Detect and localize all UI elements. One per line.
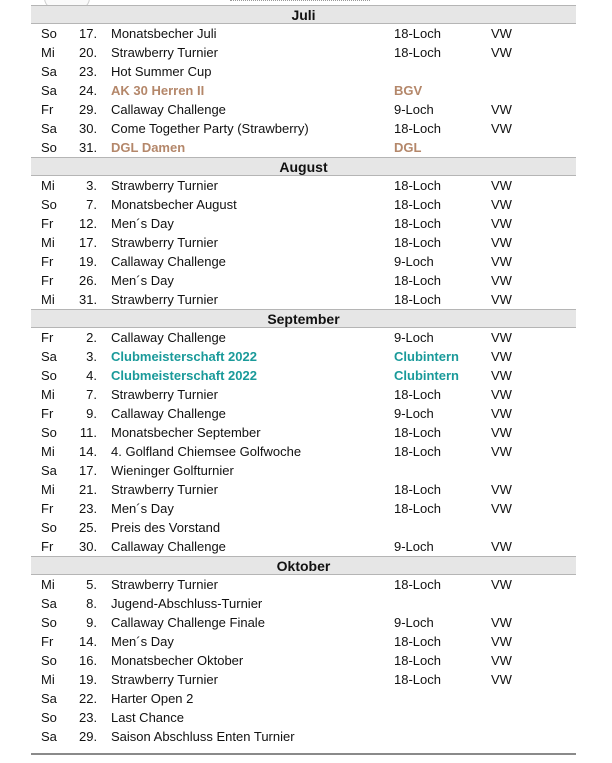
vw-mark: VW	[491, 254, 512, 269]
event-name: Clubmeisterschaft 2022	[111, 349, 257, 364]
date: 12.	[79, 216, 98, 231]
format: Clubintern	[394, 368, 459, 383]
vw-mark: VW	[491, 102, 512, 117]
format: 9-Loch	[394, 406, 434, 421]
month-header-juli: Juli	[31, 5, 576, 24]
format: 18-Loch	[394, 178, 441, 193]
vw-mark: VW	[491, 539, 512, 554]
event-name: Wieninger Golfturnier	[111, 463, 234, 478]
vw-mark: VW	[491, 178, 512, 193]
weekday: Sa	[41, 121, 57, 136]
vw-mark: VW	[491, 330, 512, 345]
event-schedule	[31, 5, 576, 746]
format: 18-Loch	[394, 197, 441, 212]
weekday: So	[41, 710, 57, 725]
vw-mark: VW	[491, 425, 512, 440]
format: 9-Loch	[394, 330, 434, 345]
date: 23.	[79, 64, 98, 79]
event-row	[31, 328, 576, 347]
vw-mark: VW	[491, 634, 512, 649]
event-name: Callaway Challenge Finale	[111, 615, 265, 630]
event-row	[31, 651, 576, 670]
vw-mark: VW	[491, 273, 512, 288]
event-name: Last Chance	[111, 710, 184, 725]
vw-mark: VW	[491, 45, 512, 60]
event-name: Strawberry Turnier	[111, 178, 218, 193]
date: 3.	[86, 349, 97, 364]
date: 21.	[79, 482, 98, 497]
event-name: Callaway Challenge	[111, 330, 226, 345]
vw-mark: VW	[491, 501, 512, 516]
date: 7.	[86, 197, 97, 212]
cropped-header-line	[230, 0, 370, 1]
date: 31.	[79, 140, 98, 155]
date: 22.	[79, 691, 98, 706]
event-row	[31, 138, 576, 157]
event-row	[31, 100, 576, 119]
event-name: Strawberry Turnier	[111, 292, 218, 307]
vw-mark: VW	[491, 406, 512, 421]
vw-mark: VW	[491, 653, 512, 668]
date: 17.	[79, 26, 98, 41]
date: 16.	[79, 653, 98, 668]
event-row	[31, 499, 576, 518]
event-row	[31, 442, 576, 461]
date: 29.	[79, 102, 98, 117]
date: 14.	[79, 634, 98, 649]
weekday: So	[41, 425, 57, 440]
date: 29.	[79, 729, 98, 744]
format: 18-Loch	[394, 501, 441, 516]
event-row	[31, 233, 576, 252]
weekday: So	[41, 26, 57, 41]
date: 9.	[86, 406, 97, 421]
event-name: Men´s Day	[111, 273, 174, 288]
event-row	[31, 480, 576, 499]
format: 18-Loch	[394, 45, 441, 60]
vw-mark: VW	[491, 235, 512, 250]
event-row	[31, 214, 576, 233]
weekday: Sa	[41, 729, 57, 744]
weekday: Mi	[41, 444, 55, 459]
event-name: Jugend-Abschluss-Turnier	[111, 596, 263, 611]
event-name: 4. Golfland Chiemsee Golfwoche	[111, 444, 302, 459]
event-row	[31, 670, 576, 689]
weekday: Fr	[41, 102, 54, 117]
event-name: Men´s Day	[111, 501, 174, 516]
event-name: Strawberry Turnier	[111, 577, 218, 592]
weekday: Mi	[41, 292, 55, 307]
format: 18-Loch	[394, 444, 441, 459]
vw-mark: VW	[491, 615, 512, 630]
date: 30.	[79, 539, 98, 554]
event-name: Men´s Day	[111, 216, 174, 231]
weekday: Sa	[41, 83, 57, 98]
weekday: Fr	[41, 273, 54, 288]
weekday: Mi	[41, 235, 55, 250]
event-row	[31, 81, 576, 100]
date: 19.	[79, 672, 98, 687]
weekday: Mi	[41, 577, 55, 592]
weekday: Sa	[41, 691, 57, 706]
event-row	[31, 594, 576, 613]
weekday: Fr	[41, 254, 54, 269]
weekday: Fr	[41, 634, 54, 649]
event-row	[31, 537, 576, 556]
vw-mark: VW	[491, 216, 512, 231]
weekday: Mi	[41, 672, 55, 687]
event-name: Men´s Day	[111, 634, 174, 649]
weekday: So	[41, 197, 57, 212]
event-row	[31, 252, 576, 271]
weekday: Mi	[41, 178, 55, 193]
event-name: DGL Damen	[111, 140, 186, 155]
date: 24.	[79, 83, 98, 98]
month-header-september: September	[31, 309, 576, 328]
format: 18-Loch	[394, 292, 441, 307]
event-name: Callaway Challenge	[111, 102, 226, 117]
format: 18-Loch	[394, 653, 441, 668]
date: 30.	[79, 121, 98, 136]
format: BGV	[394, 83, 423, 98]
bottom-divider	[31, 753, 576, 755]
event-row	[31, 613, 576, 632]
date: 11.	[79, 425, 97, 440]
date: 14.	[79, 444, 98, 459]
weekday: Sa	[41, 349, 57, 364]
weekday: Fr	[41, 216, 54, 231]
date: 26.	[79, 273, 98, 288]
date: 4.	[86, 368, 97, 383]
format: Clubintern	[394, 349, 459, 364]
weekday: So	[41, 520, 57, 535]
date: 8.	[86, 596, 97, 611]
date: 3.	[86, 178, 97, 193]
format: 9-Loch	[394, 102, 434, 117]
event-row	[31, 176, 576, 195]
vw-mark: VW	[491, 444, 512, 459]
weekday: So	[41, 368, 57, 383]
event-name: Come Together Party (Strawberry)	[111, 121, 309, 136]
format: 18-Loch	[394, 273, 441, 288]
format: DGL	[394, 140, 422, 155]
event-name: Monatsbecher August	[111, 197, 237, 212]
weekday: Fr	[41, 539, 54, 554]
format: 9-Loch	[394, 254, 434, 269]
vw-mark: VW	[491, 197, 512, 212]
event-row	[31, 575, 576, 594]
event-row	[31, 727, 576, 746]
weekday: Sa	[41, 64, 57, 79]
format: 18-Loch	[394, 577, 441, 592]
vw-mark: VW	[491, 121, 512, 136]
event-name: Hot Summer Cup	[111, 64, 212, 79]
weekday: So	[41, 653, 57, 668]
event-row	[31, 271, 576, 290]
date: 2.	[86, 330, 97, 345]
month-header-august: August	[31, 157, 576, 176]
weekday: So	[41, 140, 57, 155]
format: 9-Loch	[394, 615, 434, 630]
event-row	[31, 24, 576, 43]
event-name: Preis des Vorstand	[111, 520, 221, 535]
date: 17.	[79, 235, 98, 250]
format: 18-Loch	[394, 482, 441, 497]
event-name: Saison Abschluss Enten Turnier	[111, 729, 295, 744]
event-name: Clubmeisterschaft 2022	[111, 368, 257, 383]
event-row	[31, 689, 576, 708]
event-name: Monatsbecher Oktober	[111, 653, 244, 668]
event-name: Strawberry Turnier	[111, 235, 218, 250]
event-row	[31, 632, 576, 651]
event-name: AK 30 Herren II	[111, 83, 205, 98]
event-name: Monatsbecher September	[111, 425, 261, 440]
format: 18-Loch	[394, 425, 441, 440]
weekday: Mi	[41, 482, 55, 497]
event-name: Strawberry Turnier	[111, 387, 218, 402]
event-row	[31, 423, 576, 442]
weekday: Sa	[41, 596, 57, 611]
vw-mark: VW	[491, 349, 512, 364]
event-name: Callaway Challenge	[111, 406, 226, 421]
weekday: Fr	[41, 501, 54, 516]
event-row	[31, 404, 576, 423]
event-row	[31, 62, 576, 81]
event-name: Callaway Challenge	[111, 539, 226, 554]
vw-mark: VW	[491, 26, 512, 41]
format: 18-Loch	[394, 235, 441, 250]
weekday: Fr	[41, 406, 54, 421]
event-row	[31, 195, 576, 214]
vw-mark: VW	[491, 482, 512, 497]
vw-mark: VW	[491, 387, 512, 402]
event-row	[31, 366, 576, 385]
date: 19.	[79, 254, 98, 269]
event-name: Strawberry Turnier	[111, 482, 218, 497]
weekday: Mi	[41, 45, 55, 60]
event-row	[31, 708, 576, 727]
format: 9-Loch	[394, 539, 434, 554]
event-row	[31, 385, 576, 404]
event-name: Harter Open 2	[111, 691, 194, 706]
date: 23.	[79, 501, 98, 516]
date: 23.	[79, 710, 98, 725]
month-header-oktober: Oktober	[31, 556, 576, 575]
event-row	[31, 518, 576, 537]
vw-mark: VW	[491, 292, 512, 307]
event-name: Callaway Challenge	[111, 254, 226, 269]
vw-mark: VW	[491, 672, 512, 687]
weekday: So	[41, 615, 57, 630]
weekday: Fr	[41, 330, 54, 345]
vw-mark: VW	[491, 368, 512, 383]
date: 9.	[86, 615, 97, 630]
format: 18-Loch	[394, 216, 441, 231]
date: 5.	[86, 577, 97, 592]
date: 17.	[79, 463, 98, 478]
event-name: Strawberry Turnier	[111, 45, 218, 60]
date: 31.	[79, 292, 98, 307]
weekday: Mi	[41, 387, 55, 402]
event-row	[31, 43, 576, 62]
event-row	[31, 290, 576, 309]
date: 25.	[79, 520, 98, 535]
weekday: Sa	[41, 463, 57, 478]
format: 18-Loch	[394, 121, 441, 136]
date: 20.	[79, 45, 98, 60]
date: 7.	[86, 387, 97, 402]
format: 18-Loch	[394, 26, 441, 41]
event-row	[31, 119, 576, 138]
event-row	[31, 461, 576, 480]
format: 18-Loch	[394, 634, 441, 649]
event-row	[31, 347, 576, 366]
event-name: Strawberry Turnier	[111, 672, 218, 687]
vw-mark: VW	[491, 577, 512, 592]
event-name: Monatsbecher Juli	[111, 26, 217, 41]
format: 18-Loch	[394, 387, 441, 402]
format: 18-Loch	[394, 672, 441, 687]
